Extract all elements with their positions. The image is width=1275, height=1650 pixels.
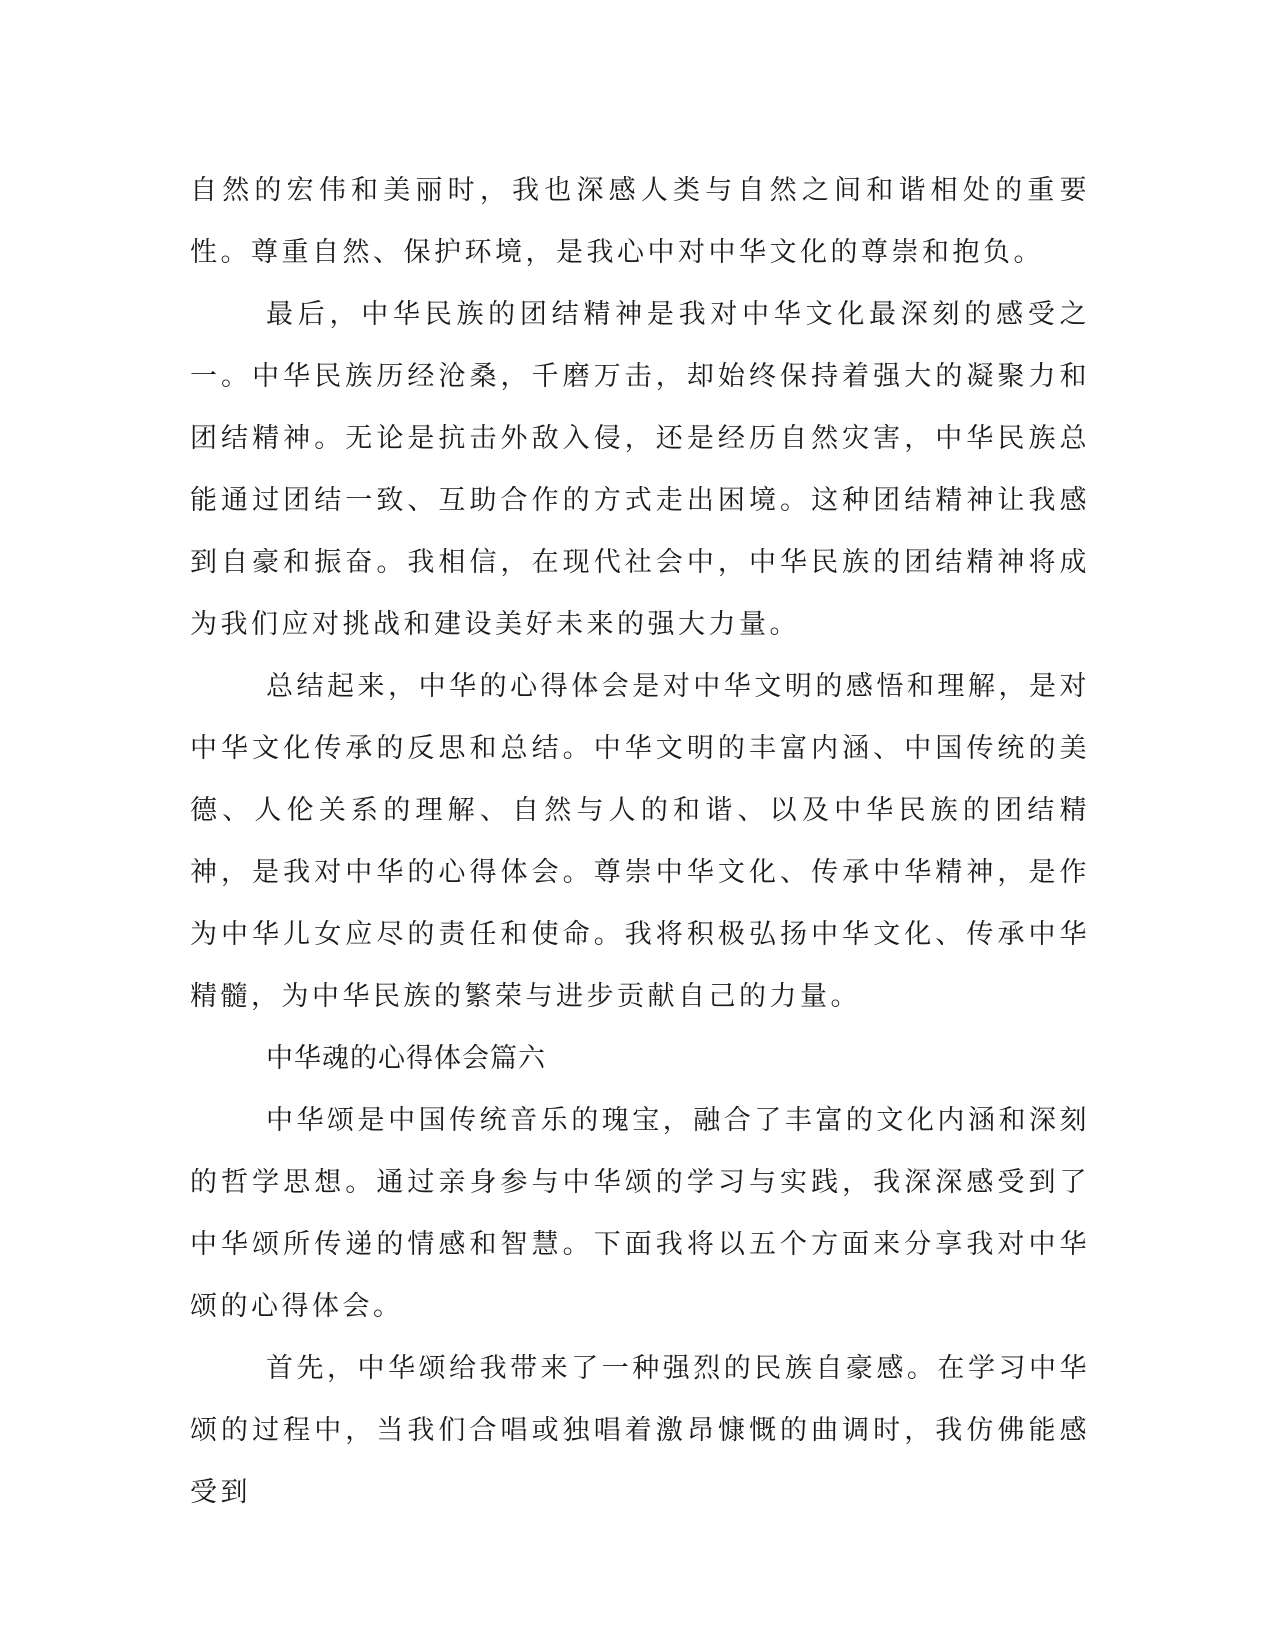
section-heading: 中华魂的心得体会篇六	[266, 1043, 546, 1074]
paragraph-section-first: 首先，中华颂给我带来了一种强烈的民族自豪感。在学习中华颂的过程中，当我们合唱或独唱着激昂慷慨的曲调时，我仿佛能感受到	[190, 1353, 1090, 1508]
paragraph-continuation: 自然的宏伟和美丽时，我也深感人类与自然之间和谐相处的重要性。尊重自然、保护环境，是我心中对中华文化的尊崇和抱负。	[190, 175, 1090, 268]
document-body	[190, 160, 1090, 1524]
paragraph-unity-spirit: 最后，中华民族的团结精神是我对中华文化最深刻的感受之一。中华民族历经沧桑，千磨万击，却始终保持着强大的凝聚力和团结精神。无论是抗击外敌入侵，还是经历自然灾害，中华民族总能通过团结一致、互助合作的方式走出困境。这种团结精神让我感到自豪和振奋。我相信，在现代社会中，中华民族的团结精神将成为我们应对挑战和建设美好未来的强大力量。	[190, 299, 1090, 640]
paragraph-summary: 总结起来，中华的心得体会是对中华文明的感悟和理解，是对中华文化传承的反思和总结。中华文明的丰富内涵、中国传统的美德、人伦关系的理解、自然与人的和谐、以及中华民族的团结精神，是我对中华的心得体会。尊崇中华文化、传承中华精神，是作为中华儿女应尽的责任和使命。我将积极弘扬中华文化、传承中华精髓，为中华民族的繁荣与进步贡献自己的力量。	[190, 671, 1090, 1012]
paragraph-section-intro: 中华颂是中国传统音乐的瑰宝，融合了丰富的文化内涵和深刻的哲学思想。通过亲身参与中华颂的学习与实践，我深深感受到了中华颂所传递的情感和智慧。下面我将以五个方面来分享我对中华颂的心得体会。	[190, 1105, 1090, 1322]
